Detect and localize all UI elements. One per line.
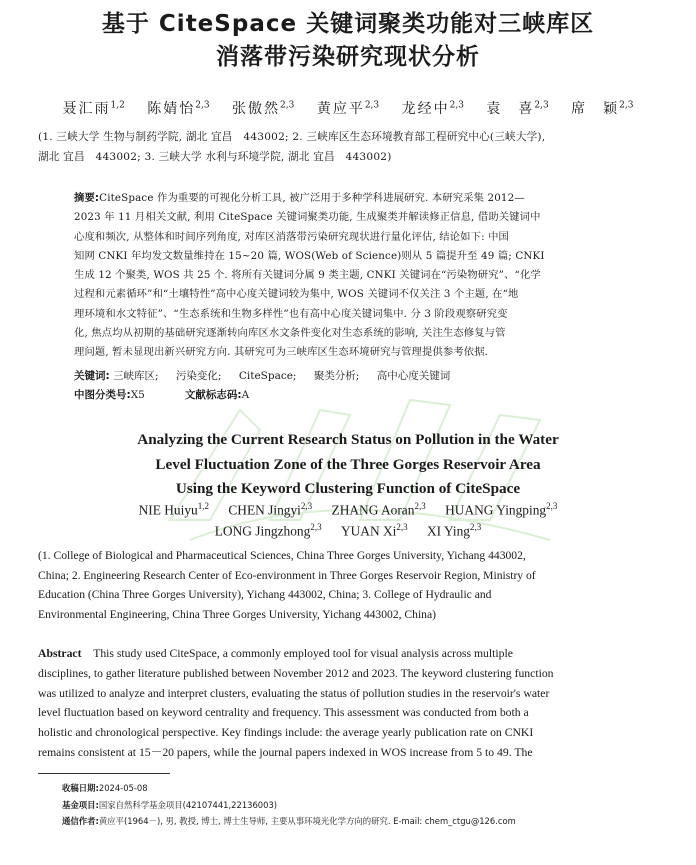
abstract-cn — [74, 189, 634, 363]
abstract-cn-line: 知网 CNKI 年均发文数量维持在 15~20 篇, WOS(Web of Science)则从 5 篇提升至 49 篇; CNKI — [74, 249, 545, 262]
affiliation-cn-line: (1. 三峡大学 生物与制药学院, 湖北 宜昌 443002; 2. 三峡库区生态环境教育部工程研究中心(三峡大学), — [38, 131, 546, 143]
author-cn-aff: 2,3 — [195, 100, 210, 111]
author-cn — [62, 98, 124, 118]
abstract-cn-line: 心度和频次, 从整体和时间序列角度, 对库区消落带污染研究现状进行量化评估, 结论如下: 中国 — [74, 230, 510, 243]
author-cn — [571, 98, 633, 118]
classification — [74, 387, 249, 402]
abstract-en-line: remains consistent at 15－20 papers, while the journal papers indexed in WOS increase from 5 to 49. The — [38, 745, 533, 759]
author-en-aff: 2,3 — [396, 522, 408, 532]
author-en-name: HUANG Yingping — [445, 502, 547, 518]
author-en — [445, 501, 557, 518]
author-cn-name: 黄应平 — [316, 101, 365, 117]
author-cn — [147, 98, 209, 118]
title-en-line-2: Level Fluctuation Zone of the Three Gorges Reservoir Area — [155, 455, 541, 473]
keyword-item: 污染变化; — [175, 370, 222, 382]
author-cn-aff: 2,3 — [280, 100, 295, 111]
abstract-en-line: holistic and chronological perspective. Key findings include: the average yearly publication rate on CNKI — [38, 726, 534, 740]
abstract-en — [38, 644, 660, 763]
title-en — [0, 428, 696, 502]
footnote-rule — [38, 773, 170, 774]
title-en-line-1: Analyzing the Current Research Status on Pollution in the Water — [137, 431, 559, 448]
author-cn — [317, 98, 379, 118]
corresponding-value: 黄应平(1964－), 男, 教授, 博士, 博士生导师, 主要从事环境光化学方向的研究. E-mail: chem_ctgu@126.com — [98, 816, 516, 826]
affiliations-cn — [38, 127, 668, 167]
author-cn-name: 龙经中 — [401, 101, 450, 117]
abstract-cn-line: 化, 焦点均从初期的基础研究逐渐转向库区水文条件变化对生态系统的影响, 关注生态修复与管 — [74, 327, 506, 340]
author-en — [332, 501, 426, 518]
abstract-cn-line: 理环境和水文特征”、“生态系统和生物多样性”也有高中心度关键词集中. 分 3 阶段观察研究变 — [74, 307, 508, 320]
author-cn — [232, 98, 294, 118]
clc-value: X5 — [130, 389, 145, 401]
title-cn-line-1: 基于 CiteSpace 关键词聚类功能对三峡库区 — [101, 11, 595, 37]
author-en-aff: 2,3 — [546, 501, 558, 511]
author-en-aff: 2,3 — [310, 522, 322, 532]
author-en — [341, 522, 408, 539]
fund-value: 国家自然科学基金项目(42107441,22136003) — [98, 800, 278, 810]
title-en-line-3: Using the Keyword Clustering Function of CiteSpace — [175, 480, 521, 498]
keyword-item: CiteSpace; — [238, 370, 297, 382]
abstract-cn-label: 摘要: — [74, 192, 100, 204]
affiliation-cn-line: 湖北 宜昌 443002; 3. 三峡大学 水利与环境学院, 湖北 宜昌 443002) — [38, 151, 392, 163]
footnote-received — [62, 782, 662, 794]
author-en-name: YUAN Xi — [340, 523, 397, 539]
keyword-item: 高中心度关键词 — [376, 370, 451, 382]
author-cn-name: 袁 喜 — [486, 101, 535, 117]
author-cn-name: 张傲然 — [232, 101, 281, 117]
abstract-en-label: Abstract — [38, 647, 82, 660]
footnote-corresponding — [62, 815, 662, 827]
clc-label: 中图分类号: — [74, 389, 131, 401]
abstract-cn-text: CiteSpace 作为重要的可视化分析工具, 被广泛用于多种学科进展研究. 本研究采集 2012— — [99, 192, 525, 204]
author-cn — [402, 98, 464, 118]
affiliation-en-line: Education (China Three Gorges University), Yichang 443002, China; 3. College of Hydraulic and — [38, 588, 492, 602]
affiliations-en — [38, 546, 660, 624]
author-en — [427, 522, 481, 539]
author-en-aff: 2,3 — [300, 501, 313, 511]
author-en-aff: 2,3 — [470, 522, 482, 532]
abstract-en-line — [38, 644, 660, 664]
author-en-name: LONG Jingzhong — [214, 523, 311, 539]
authors-en-line-2 — [0, 522, 696, 539]
keyword-item: 三峡库区; — [113, 370, 159, 382]
title-cn-line-2: 消落带污染研究现状分析 — [216, 44, 480, 70]
author-en — [215, 522, 322, 539]
received-label: 收稿日期: — [62, 783, 99, 793]
author-en-name: NIE Huiyu — [138, 502, 198, 518]
author-cn-aff: 1,2 — [110, 100, 125, 111]
corresponding-label: 通信作者: — [62, 816, 99, 826]
abstract-cn-line: 2023 年 11 月相关文献, 利用 CiteSpace 关键词聚类功能, 生成聚类并解读修正信息, 借助关键词中 — [74, 211, 541, 224]
author-cn-aff: 2,3 — [619, 100, 634, 111]
received-value: 2024-05-08 — [98, 783, 148, 793]
author-en — [228, 501, 312, 518]
authors-cn — [0, 98, 696, 118]
affiliation-en-line: (1. College of Biological and Pharmaceutical Sciences, China Three Gorges University, Yichang 443002, — [38, 549, 526, 562]
author-en-aff: 1,2 — [197, 501, 209, 511]
abstract-cn-line: 生成 12 个聚类, WOS 共 25 个. 将所有关键词分属 9 类主题, CNKI 关键词在“污染物研究”、“化学 — [74, 269, 541, 282]
abstract-en-line: was utilized to analyze and interpret clusters, evaluating the status of pollution studies in the reservoir's water — [38, 686, 550, 700]
abstract-cn-line — [74, 189, 634, 208]
author-cn-name: 陈婧怡 — [147, 101, 196, 117]
keywords-cn-label: 关键词: — [74, 370, 110, 382]
doc-code-label: 文献标志码: — [184, 389, 242, 401]
author-cn — [486, 98, 548, 118]
abstract-cn-line: 过程和元素循环”和“土壤特性”高中心度关键词较为集中, WOS 关键词不仅关注 3 个主题, 在“地 — [74, 288, 519, 301]
authors-en-line-1 — [0, 501, 696, 518]
author-cn-aff: 2,3 — [449, 100, 464, 111]
affiliation-en-line: China; 2. Engineering Research Center of Eco-environment in Three Gorges Reservoir Region, Ministry of — [38, 568, 536, 582]
abstract-en-line: level fluctuation based on keyword centrality and frequency. This assessment was conducted from both a — [38, 706, 529, 720]
keywords-cn — [74, 368, 464, 383]
abstract-en-line: disciplines, to gather literature published between November 2012 and 2023. The keyword clustering function — [38, 666, 554, 680]
abstract-en-text: This study used CiteSpace, a commonly employed tool for visual analysis across multiple — [93, 647, 513, 660]
author-cn-name: 聂汇雨 — [62, 101, 111, 117]
affiliation-en-line: Environmental Engineering, China Three Gorges University, Yichang 443002, China) — [38, 607, 436, 621]
author-en-name: XI Ying — [426, 523, 470, 539]
author-en — [139, 501, 209, 518]
author-en-name: CHEN Jingyi — [228, 502, 301, 518]
fund-label: 基金项目: — [62, 800, 99, 810]
author-cn-name: 席 颖 — [571, 101, 620, 117]
footnote-fund — [62, 799, 662, 811]
abstract-cn-line: 理问题, 暂未显现出新兴研究方向. 其研究可为三峡库区生态环境研究与管理提供参考依据. — [74, 346, 489, 359]
author-cn-aff: 2,3 — [534, 100, 549, 111]
doc-code-value: A — [241, 389, 250, 401]
author-en-name: ZHANG Aoran — [331, 502, 415, 518]
keyword-item: 聚类分析; — [313, 370, 360, 382]
author-en-aff: 2,3 — [414, 501, 426, 511]
author-cn-aff: 2,3 — [364, 100, 380, 111]
